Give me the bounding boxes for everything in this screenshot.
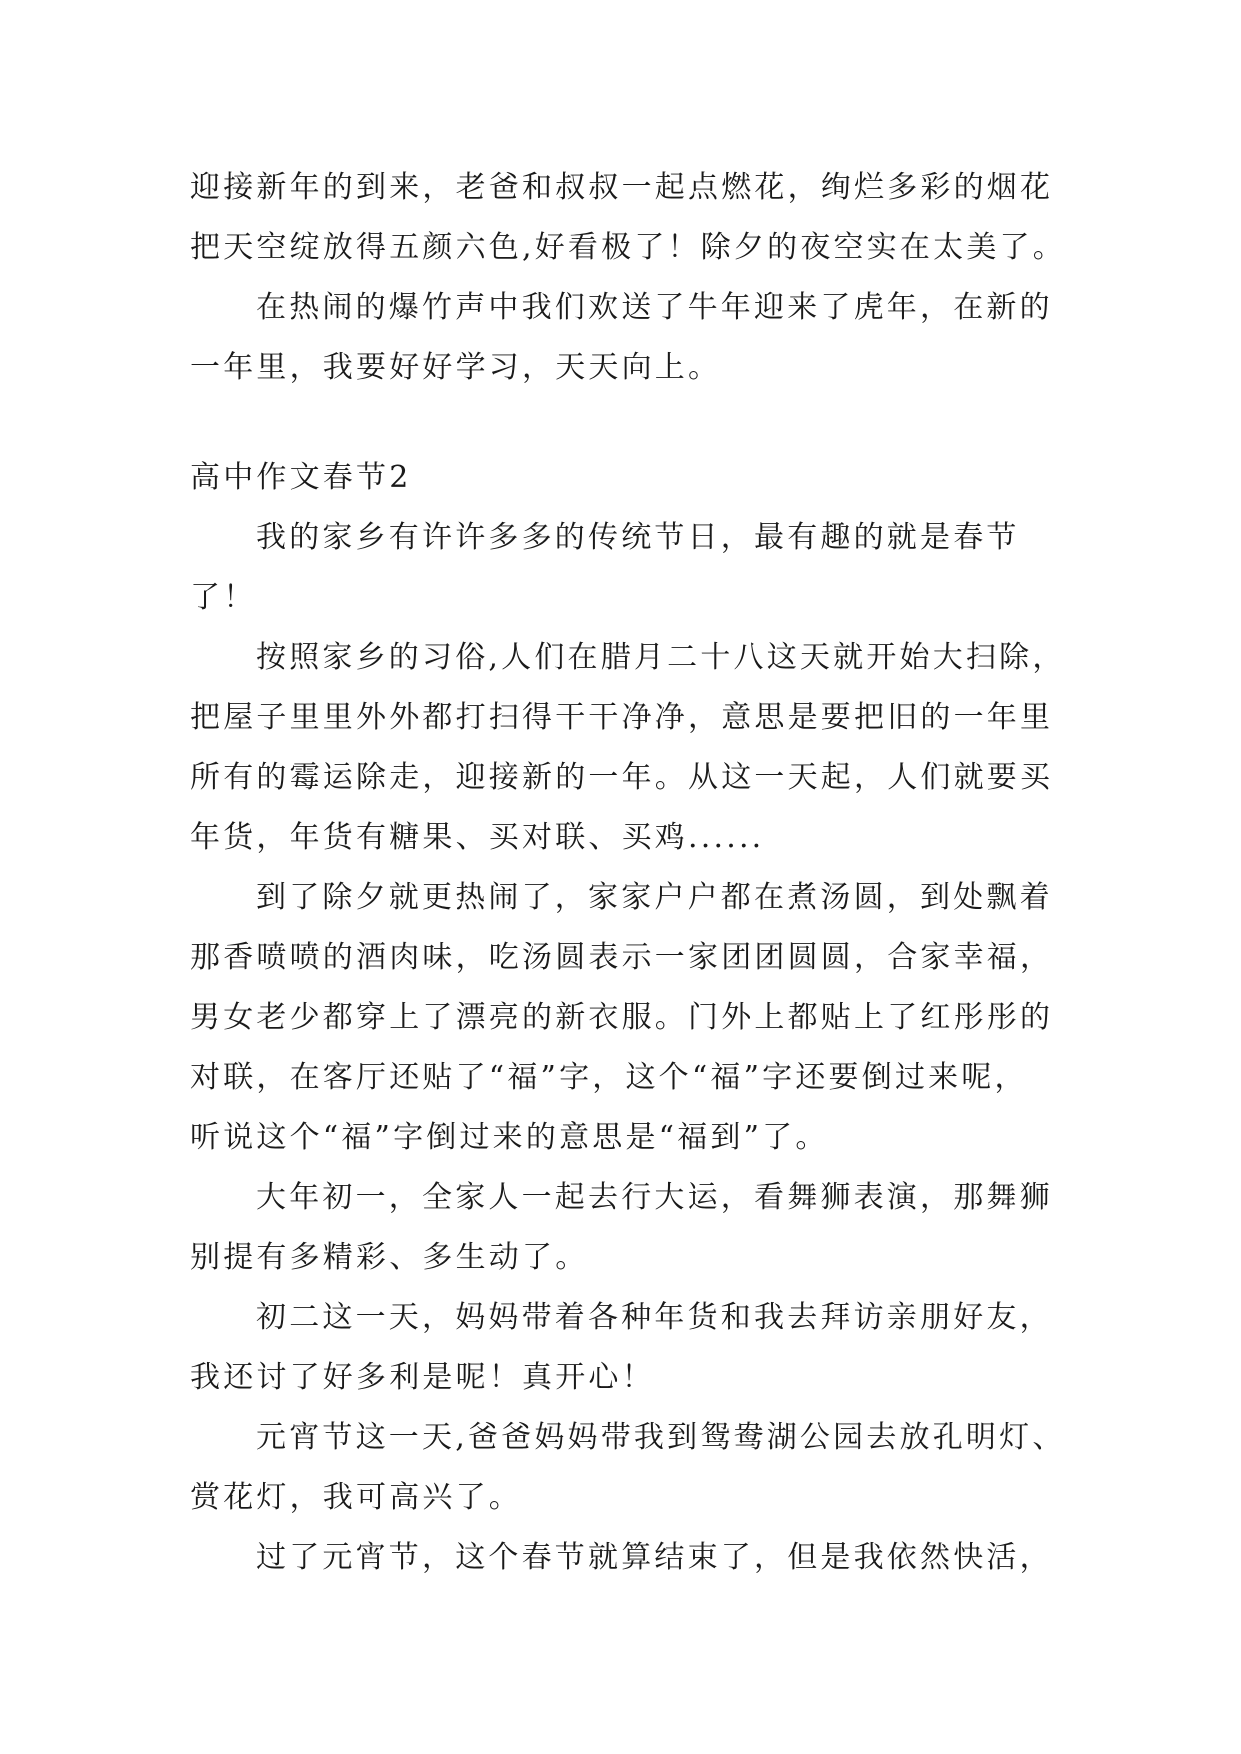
text-line: 年货，年货有糖果、买对联、买鸡...... xyxy=(190,820,765,855)
text-line: 把天空绽放得五颜六色,好看极了！除夕的夜空实在太美了。 xyxy=(190,230,1066,265)
text-line: 我还讨了好多利是呢！真开心！ xyxy=(190,1360,655,1395)
text-line: 听说这个“福”字倒过来的意思是“福到”了。 xyxy=(190,1120,829,1155)
text-line: 迎接新年的到来，老爸和叔叔一起点燃花，绚烂多彩的烟花 xyxy=(190,170,1054,205)
text-line: 赏花灯，我可高兴了。 xyxy=(190,1480,522,1515)
text-line: 所有的霉运除走，迎接新的一年。从这一天起，人们就要买 xyxy=(190,760,1054,795)
text-line: 那香喷喷的酒肉味，吃汤圆表示一家团团圆圆，合家幸福， xyxy=(190,940,1054,975)
paragraph-start: 初二这一天，妈妈带着各种年货和我去拜访亲朋好友， xyxy=(256,1300,1053,1335)
text-line: 别提有多精彩、多生动了。 xyxy=(190,1240,589,1275)
paragraph-start: 元宵节这一天,爸爸妈妈带我到鸳鸯湖公园去放孔明灯、 xyxy=(256,1420,1066,1455)
paragraph-start: 大年初一，全家人一起去行大运，看舞狮表演，那舞狮 xyxy=(256,1180,1053,1215)
paragraph-start: 到了除夕就更热闹了，家家户户都在煮汤圆，到处飘着 xyxy=(256,880,1053,915)
text-line: 男女老少都穿上了漂亮的新衣服。门外上都贴上了红彤彤的 xyxy=(190,1000,1054,1035)
text-line: 一年里，我要好好学习，天天向上。 xyxy=(190,350,722,385)
section-title: 高中作文春节2 xyxy=(190,460,412,495)
text-line: 了！ xyxy=(190,580,257,615)
text-line: 对联，在客厅还贴了“福”字，这个“福”字还要倒过来呢， xyxy=(190,1060,1028,1095)
paragraph-start: 在热闹的爆竹声中我们欢送了牛年迎来了虎年，在新的 xyxy=(256,290,1053,325)
text-line: 把屋子里里外外都打扫得干干净净，意思是要把旧的一年里 xyxy=(190,700,1054,735)
paragraph-start: 我的家乡有许许多多的传统节日，最有趣的就是春节 xyxy=(256,520,1020,555)
paragraph-start: 过了元宵节，这个春节就算结束了，但是我依然快活， xyxy=(256,1540,1053,1575)
paragraph-start: 按照家乡的习俗,人们在腊月二十八这天就开始大扫除， xyxy=(256,640,1066,675)
